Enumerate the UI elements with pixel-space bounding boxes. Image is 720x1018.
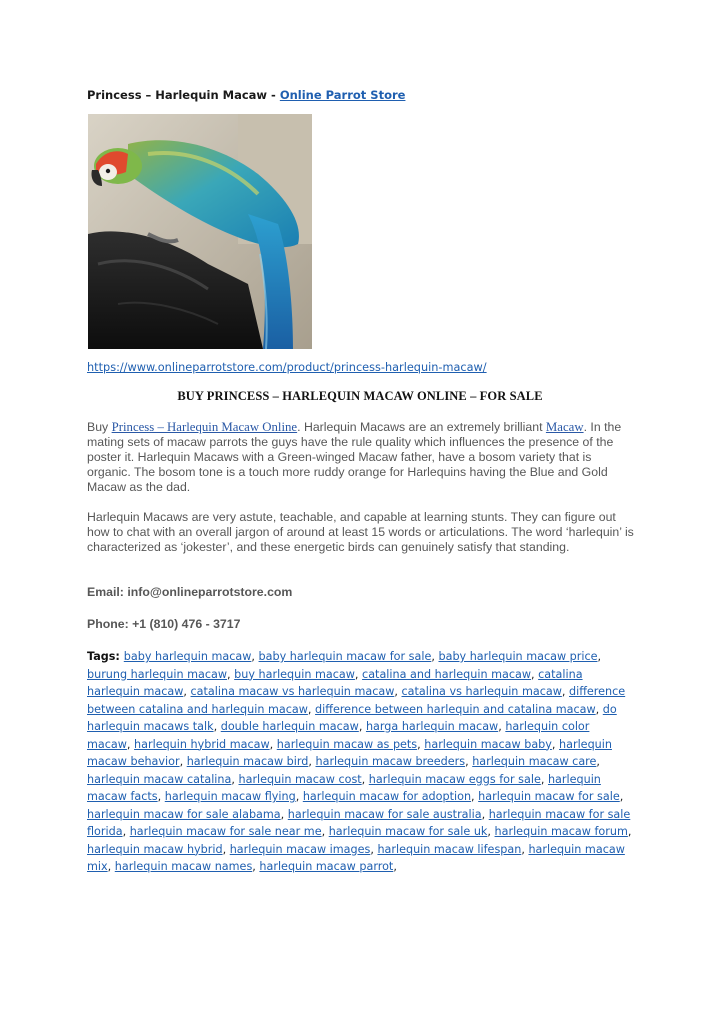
tag-link[interactable]: harlequin macaw images bbox=[229, 842, 371, 856]
tag-link[interactable]: harlequin hybrid macaw bbox=[134, 737, 270, 751]
title-text: Princess – Harlequin Macaw - bbox=[87, 88, 280, 102]
tag-link[interactable]: difference between harlequin and catalina macaw bbox=[315, 702, 596, 716]
tag-link[interactable]: harlequin macaw names bbox=[114, 860, 253, 873]
tag-link[interactable]: harlequin macaw parrot bbox=[259, 860, 394, 873]
tag-link[interactable]: harlequin color macaw bbox=[87, 720, 590, 751]
tag-link[interactable]: harlequin macaw facts bbox=[87, 772, 601, 803]
tag-link[interactable]: catalina vs harlequin macaw bbox=[401, 685, 562, 698]
tag-link[interactable]: harlequin macaw breeders bbox=[315, 755, 466, 768]
tag-link[interactable]: harlequin macaw care bbox=[472, 755, 597, 768]
tag-link[interactable]: harlequin macaw as pets bbox=[276, 737, 418, 751]
intro-text-start: Buy bbox=[87, 420, 112, 434]
document-title bbox=[87, 88, 405, 102]
tag-link[interactable]: baby harlequin macaw for sale bbox=[258, 650, 432, 663]
tag-link[interactable]: harlequin macaw catalina bbox=[87, 772, 232, 786]
tag-link[interactable]: harlequin macaw behavior bbox=[87, 737, 612, 768]
tag-link[interactable]: catalina harlequin macaw bbox=[87, 667, 583, 698]
tag-link[interactable]: harlequin macaw for sale florida bbox=[87, 807, 631, 838]
tag-link[interactable]: harlequin macaw lifespan bbox=[377, 842, 522, 856]
tag-link[interactable]: harlequin macaw for sale alabama bbox=[87, 807, 281, 821]
tag-link[interactable]: harlequin macaw for sale bbox=[478, 790, 620, 803]
tag-link[interactable]: buy harlequin macaw bbox=[234, 667, 355, 681]
tag-link[interactable]: catalina and harlequin macaw bbox=[362, 667, 532, 681]
section-heading: BUY PRINCESS – HARLEQUIN MACAW ONLINE – FOR SALE bbox=[177, 389, 543, 403]
tag-link[interactable]: do harlequin macaws talk bbox=[87, 702, 617, 733]
intro-text-end: . In the mating sets of macaw parrots the guys have the rule quality which influences the presence of the poster it. Harlequin Macaws with a Green-winged Macaw father, have a bosom variety that is organic. The bosom tone is a touch more ruddy orange for Harlequins having the Blue and Gold Macaw as the dad. bbox=[87, 420, 622, 494]
paragraph-intro bbox=[87, 420, 635, 495]
tag-link[interactable]: harlequin macaw for sale uk bbox=[328, 825, 488, 838]
tag-link[interactable]: double harlequin macaw bbox=[220, 720, 359, 733]
tag-link[interactable]: harlequin macaw eggs for sale bbox=[368, 772, 541, 786]
contact-phone: Phone: +1 (810) 476 - 3717 bbox=[87, 617, 241, 631]
princess-macaw-link[interactable]: Princess – Harlequin Macaw Online bbox=[111, 420, 298, 434]
tag-link[interactable]: harga harlequin macaw bbox=[365, 720, 499, 733]
tag-link[interactable]: harlequin macaw bird bbox=[186, 755, 309, 768]
tag-link[interactable]: harlequin macaw flying bbox=[164, 790, 296, 803]
tag-link[interactable]: baby harlequin macaw price bbox=[438, 650, 598, 663]
tags-label: Tags: bbox=[87, 650, 124, 663]
tag-link[interactable]: baby harlequin macaw bbox=[123, 650, 252, 663]
tag-link[interactable]: harlequin macaw mix bbox=[87, 842, 625, 873]
product-url-link[interactable]: https://www.onlineparrotstore.com/product/princess-harlequin-macaw/ bbox=[87, 361, 487, 374]
tag-link[interactable]: harlequin macaw for sale near me bbox=[129, 825, 322, 838]
tag-link[interactable]: catalina macaw vs harlequin macaw bbox=[190, 685, 395, 698]
store-link[interactable]: Online Parrot Store bbox=[279, 88, 406, 102]
tag-link[interactable]: harlequin macaw cost bbox=[238, 772, 362, 786]
tag-link[interactable]: harlequin macaw forum bbox=[494, 825, 628, 838]
tags-list: Tags: baby harlequin macaw, baby harlequin macaw for sale, baby harlequin macaw price, burung harlequin macaw, buy harlequin macaw, catalina and harlequin macaw, catalina harlequin macaw, catalina macaw vs harlequin macaw, catalina vs harlequin macaw, difference between catalina and harlequin macaw, difference between harlequin and catalina macaw, do harlequin macaws talk, double harlequin macaw, harga harlequin macaw, harlequin color macaw, harlequin hybrid macaw, harlequin macaw as pets, harlequin macaw baby, harlequin macaw behavior, harlequin macaw bird, harlequin macaw breeders, harlequin macaw care, harlequin macaw catalina, harlequin macaw cost, harlequin macaw eggs for sale, harlequin macaw facts, harlequin macaw flying, harlequin macaw for adoption, harlequin macaw for sale, harlequin macaw for sale alabama, harlequin macaw for sale australia, harlequin macaw for sale florida, harlequin macaw for sale near me, harlequin macaw for sale uk, harlequin macaw forum, harlequin macaw hybrid, harlequin macaw images, harlequin macaw lifespan, harlequin macaw mix, harlequin macaw names, harlequin macaw parrot, bbox=[87, 650, 632, 873]
tag-link[interactable]: burung harlequin macaw bbox=[87, 667, 228, 681]
tag-link[interactable]: difference between catalina and harlequin macaw bbox=[87, 685, 626, 716]
macaw-image bbox=[88, 114, 312, 349]
macaw-link[interactable]: Macaw bbox=[545, 420, 584, 434]
contact-email: Email: info@onlineparrotstore.com bbox=[87, 585, 293, 599]
tag-link[interactable]: harlequin macaw baby bbox=[424, 737, 552, 751]
intro-text-middle: . Harlequin Macaws are an extremely brilliant bbox=[297, 420, 546, 434]
tag-link[interactable]: harlequin macaw for adoption bbox=[302, 790, 472, 803]
macaw-photo bbox=[88, 114, 312, 349]
tag-link[interactable]: harlequin macaw for sale australia bbox=[287, 807, 482, 821]
tag-link[interactable]: harlequin macaw hybrid bbox=[87, 842, 223, 856]
paragraph-intelligence: Harlequin Macaws are very astute, teachable, and capable at learning stunts. They can figure out how to chat with an overall jargon of around at least 15 words or articulations. The word ‘harlequin’ is characterized as ‘jokester’, and these energetic birds can genuinely satisfy that standing. bbox=[87, 510, 634, 554]
